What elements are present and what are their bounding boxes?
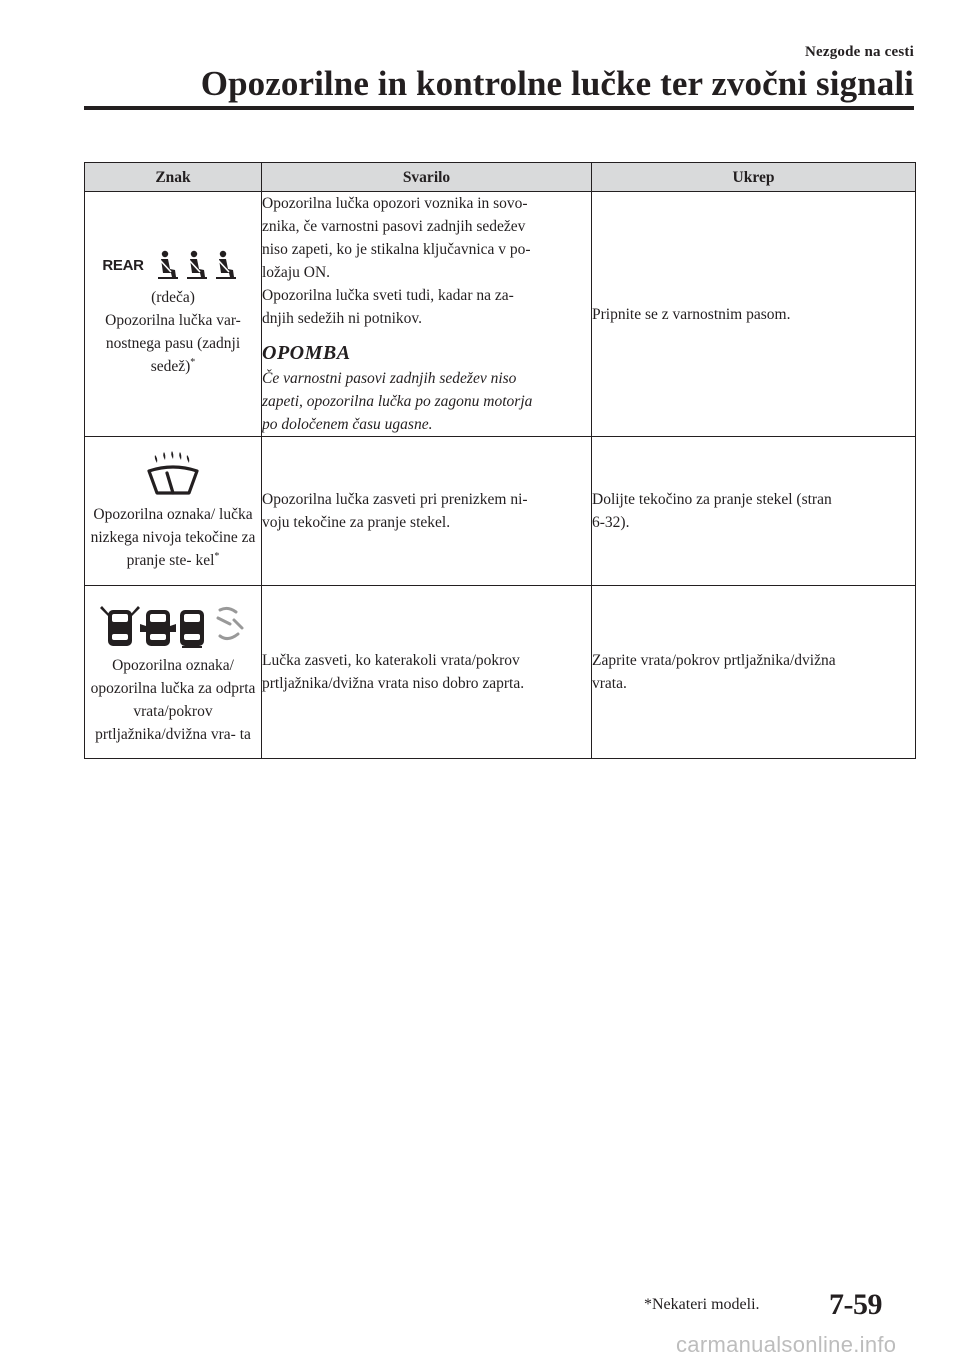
description-cell <box>262 586 592 759</box>
description-line: dnjih sedežih ni potnikov. <box>262 310 423 327</box>
description-line: Opozorilna lučka sveti tudi, kadar na za- <box>262 287 514 304</box>
page-number: 7-59 <box>829 1288 882 1321</box>
color-label: (rdeča) <box>151 289 195 306</box>
sign-label <box>85 309 261 378</box>
watermark: carmanualsonline.info <box>676 1332 897 1357</box>
note-title: OPOMBA <box>262 342 351 364</box>
seatbelt-figures-icon <box>152 250 244 280</box>
washer-fluid-icon <box>143 451 203 497</box>
action-cell <box>592 192 916 437</box>
sign-cell <box>85 586 262 759</box>
sign-label-text: Opozorilna lučka var- nostnega pasu (zadnji sedež) <box>105 312 241 375</box>
rear-seatbelt-warning-icon <box>85 250 261 280</box>
note-line: po določenem času ugasne. <box>262 416 433 433</box>
description-line: Lučka zasveti, ko katerakoli vrata/pokrov <box>262 652 520 669</box>
description-cell <box>262 192 592 437</box>
asterisk: * <box>214 550 220 562</box>
column-header-action: Ukrep <box>592 163 916 192</box>
sign-label-text: Opozorilna oznaka/ lučka nizkega nivoja tekočine za pranje ste- kel <box>90 505 256 569</box>
table-row <box>85 437 916 586</box>
section-title: Nezgode na cesti <box>804 44 914 60</box>
table-row <box>85 586 916 759</box>
column-header-warning: Svarilo <box>262 163 592 192</box>
table-header-row <box>85 163 916 192</box>
header-divider <box>84 106 914 110</box>
column-header-sign: Znak <box>85 163 262 192</box>
description-line: Opozorilna lučka zasveti pri prenizkem ni- <box>262 491 528 508</box>
warning-lights-table <box>84 162 916 759</box>
sign-cell <box>85 437 262 586</box>
description-line: znika, če varnostni pasovi zadnjih sedežev <box>262 218 526 235</box>
description-line: ložaju ON. <box>262 264 331 281</box>
note-line: zapeti, opozorilna lučka po zagonu motorja <box>262 393 533 410</box>
rear-label: REAR <box>102 257 144 274</box>
action-line: 6-32). <box>592 514 630 531</box>
description-cell <box>262 437 592 586</box>
footnote: *Nekateri modeli. <box>644 1296 760 1313</box>
action-text: Pripnite se z varnostnim pasom. <box>592 305 791 323</box>
table-row <box>85 192 916 437</box>
page-title: Opozorilne in kontrolne lučke ter zvočni signali <box>200 64 914 103</box>
action-line: Zaprite vrata/pokrov prtljažnika/dvižna <box>592 652 836 669</box>
description-line: niso zapeti, ko je stikalna ključavnica v po- <box>262 241 531 258</box>
description-line: prtljažnika/dvižna vrata niso dobro zaprta. <box>262 675 525 692</box>
action-cell <box>592 586 916 759</box>
sign-cell <box>85 192 262 437</box>
asterisk: * <box>190 356 196 368</box>
note-line: Če varnostni pasovi zadnjih sedežev niso <box>262 370 517 387</box>
action-cell <box>592 437 916 586</box>
door-icon-wrap <box>85 598 261 648</box>
description-line: voju tekočine za pranje stekel. <box>262 514 451 531</box>
action-line: Dolijte tekočino za pranje stekel (stran <box>592 491 832 508</box>
action-line: vrata. <box>592 675 627 692</box>
sign-label <box>85 503 261 572</box>
description-line: Opozorilna lučka opozori voznika in sovo- <box>262 195 528 212</box>
washer-icon-wrap <box>85 451 261 497</box>
sign-label: Opozorilna oznaka/ opozorilna lučka za odprta vrata/pokrov prtljažnika/dvižna vra- ta <box>90 657 256 743</box>
door-ajar-icon <box>98 598 248 648</box>
